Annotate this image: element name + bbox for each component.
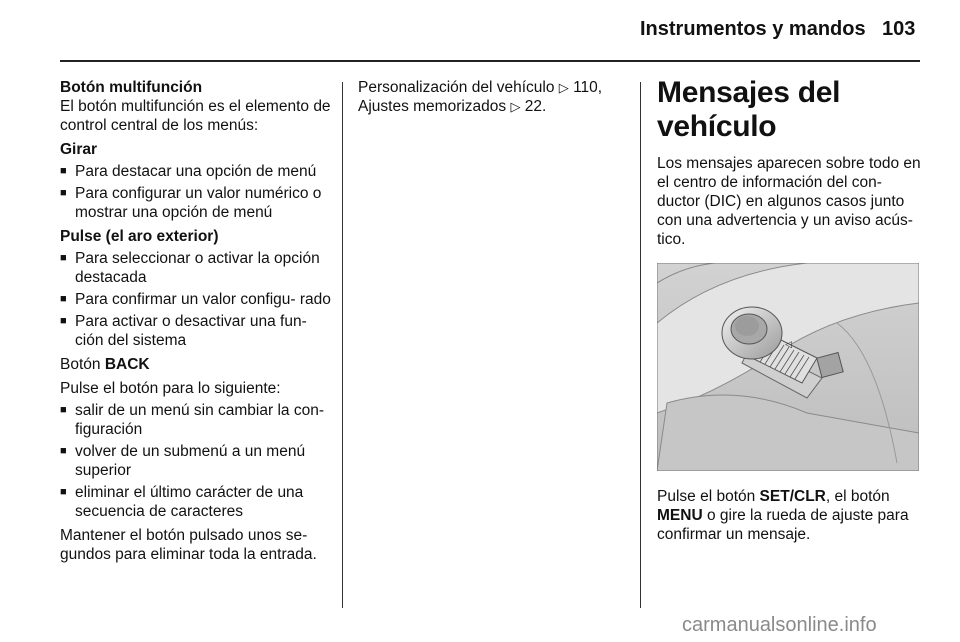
back-button-heading: Botón BACK: [60, 356, 150, 373]
list-item: ■ Para confirmar un valor configu- rado: [60, 291, 331, 308]
bullet-icon: ■: [60, 315, 67, 327]
list-item: ■ Para configurar un valor numérico o mostrar una opción de menú: [60, 185, 322, 221]
list-item: ■ salir de un menú sin cambiar la con- figuración: [60, 402, 324, 438]
column-multifunction-button: [60, 78, 332, 564]
girar-list: [60, 162, 332, 222]
svg-text:◁: ◁: [785, 340, 792, 350]
menu-label: MENU: [657, 507, 703, 524]
page-number: 103: [882, 18, 916, 40]
section-title-multifunction: Botón multifunción: [60, 79, 203, 96]
subheading-pulse: Pulse (el aro exterior): [60, 228, 219, 245]
cross-ref-memorized-settings[interactable]: Ajustes memorizados ▷ 22.: [358, 98, 547, 115]
multifunction-intro: El botón multifunción es el elemento de control central de los menús:: [60, 98, 331, 134]
list-item: ■ volver de un submenú a un menú superior: [60, 443, 306, 479]
bullet-icon: ■: [60, 165, 67, 177]
bullet-icon: ■: [60, 187, 67, 199]
page-header-title: Instrumentos y mandos: [640, 18, 866, 40]
bullet-icon: ■: [60, 293, 67, 305]
list-item: ■ Para seleccionar o activar la opción destacada: [60, 250, 320, 286]
list-item: ■ eliminar el último carácter de una secuencia de caracteres: [60, 484, 304, 520]
bullet-icon: ■: [60, 252, 67, 264]
setclr-label: SET/CLR: [759, 488, 826, 505]
column-divider-right: [640, 82, 641, 608]
steering-column-lever-illustration: [657, 263, 919, 471]
header-rule: [60, 60, 920, 62]
page-ref-arrow-icon: ▷: [510, 99, 521, 114]
watermark: carmanualsonline.info: [682, 614, 877, 636]
cross-ref-personalization[interactable]: Personalización del vehículo ▷ 110,: [358, 79, 603, 96]
column-divider-left: [342, 82, 343, 608]
bullet-icon: ■: [60, 445, 67, 457]
pulse-list: [60, 249, 332, 350]
back-list: [60, 401, 332, 521]
hold-button-text: Mantener el botón pulsado unos se- gundos para eliminar toda la entrada.: [60, 527, 317, 563]
list-item: ■ Para activar o desactivar una fun- ción del sistema: [60, 313, 307, 349]
back-label: BACK: [104, 356, 150, 373]
confirm-message-instructions: Pulse el botón SET/CLR, el botón MENU o gire la rueda de ajuste para confirmar un mensaje.: [657, 488, 909, 543]
page-ref-arrow-icon: ▷: [558, 80, 569, 95]
subheading-girar: Girar: [60, 141, 98, 158]
back-intro: Pulse el botón para lo siguiente:: [60, 380, 281, 397]
column-vehicle-messages: [657, 76, 923, 544]
section-title-vehicle-messages: Mensajes del vehículo: [657, 76, 841, 143]
vehicle-messages-intro: Los mensajes aparecen sobre todo en el centro de información del con- ductor (DIC) en algunos casos junto con una advertencia y un aviso acús- tico.: [657, 155, 921, 248]
bullet-icon: ■: [60, 404, 67, 416]
list-item: ■ Para destacar una opción de menú: [60, 163, 317, 180]
bullet-icon: ■: [60, 486, 67, 498]
column-cross-references: [358, 78, 626, 116]
